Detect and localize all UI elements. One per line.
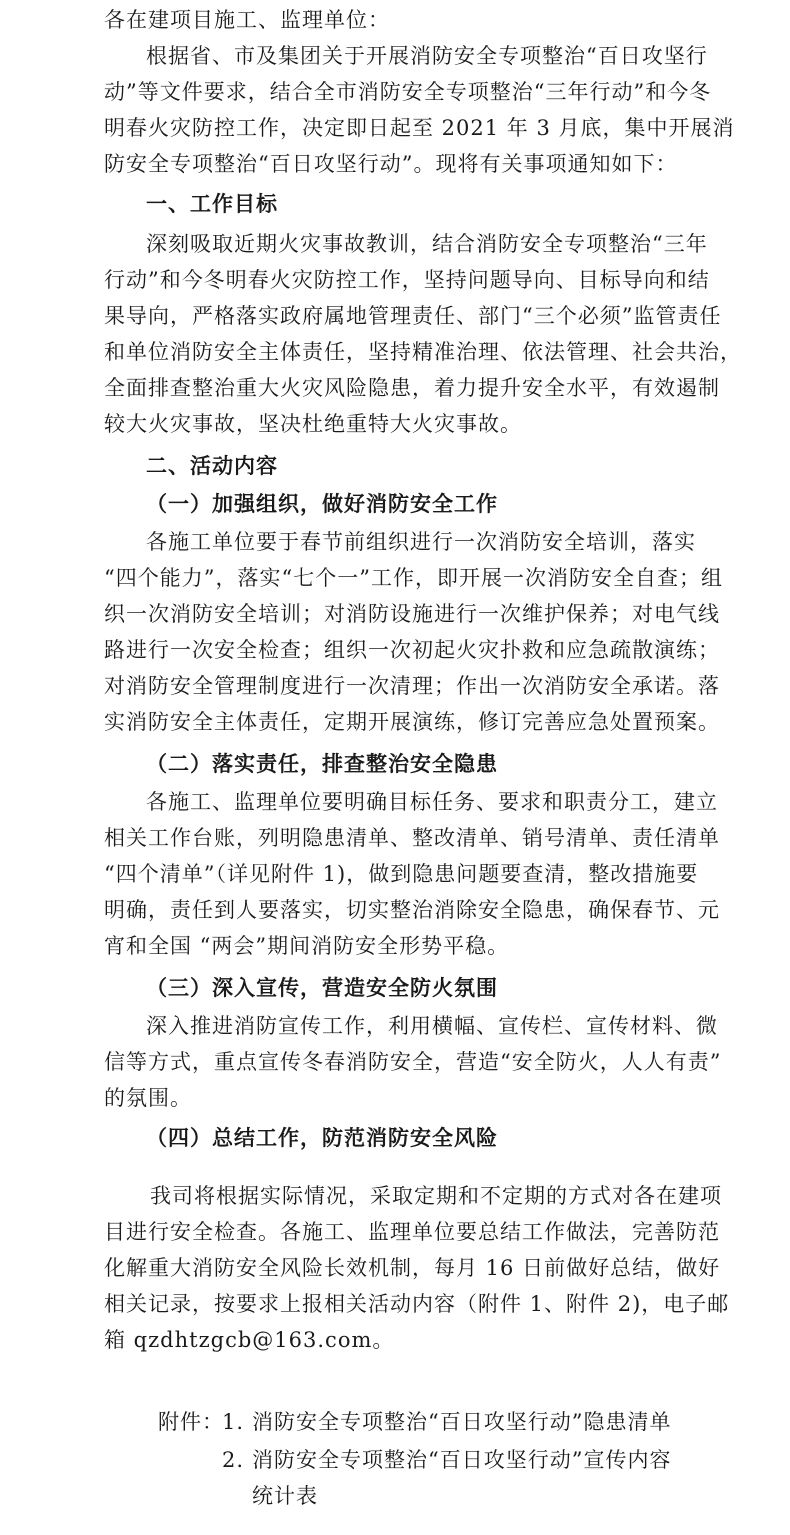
sub4-line: 目进行安全检查。各施工、监理单位要总结工作做法，完善防范 [104,1220,720,1244]
attachment-title: 消防安全专项整治“百日攻坚行动”宣传内容 [252,1448,672,1472]
section1-line: 全面排查整治重大火灾风险隐患，着力提升安全水平，有效遏制 [104,376,720,400]
sub1-line: 各施工单位要于春节前组织进行一次消防安全培训，落实 [146,530,696,554]
sub3-heading: （三）深入宣传，营造安全防火氛围 [146,975,498,1000]
sub1-line: 实消防安全主体责任，定期开展演练，修订完善应急处置预案。 [104,710,720,734]
attachment-number: 2. [222,1448,245,1472]
section1-line: 行动”和今冬明春火灾防控工作，坚持问题导向、目标导向和结 [104,268,710,292]
sub2-line: 相关工作台账，列明隐患清单、整改清单、销号清单、责任清单 [104,826,720,850]
sub4-heading: （四）总结工作，防范消防安全风险 [146,1125,498,1150]
section1-line: 和单位消防安全主体责任，坚持精准治理、依法管理、社会共治， [104,340,742,364]
sub1-line: “四个能力”，落实“七个一”工作，即开展一次消防安全自查；组 [104,566,723,590]
sub2-line: 明确，责任到人要落实，切实整治消除安全隐患，确保春节、元 [104,898,720,922]
salutation: 各在建项目施工、监理单位： [104,8,390,32]
intro-line: 动”等文件要求，结合全市消防安全专项整治“三年行动”和今冬 [104,80,712,104]
section2-heading: 二、活动内容 [146,453,278,478]
sub3-line: 信等方式，重点宣传冬春消防安全，营造“安全防火，人人有责” [104,1050,722,1074]
sub2-line: 宵和全国 “两会”期间消防安全形势平稳。 [104,934,510,958]
attachment-number: 1. [222,1410,245,1434]
section1-line: 深刻吸取近期火灾事故教训，结合消防安全专项整治“三年 [146,232,708,256]
section1-line: 果导向，严格落实政府属地管理责任、部门“三个必须”监管责任 [104,304,722,328]
intro-line: 根据省、市及集团关于开展消防安全专项整治“百日攻坚行 [146,44,708,68]
sub1-heading: （一）加强组织，做好消防安全工作 [146,491,498,516]
attachment-title-continuation: 统计表 [252,1484,318,1508]
sub2-line: 各施工、监理单位要明确目标任务、要求和职责分工，建立 [146,790,718,814]
intro-line: 明春火灾防控工作，决定即日起至 2021 年 3 月底，集中开展消 [104,116,735,140]
sub4-line: 箱 qzdhtzgcb@163.com。 [104,1328,395,1352]
attachments-label: 附件： [158,1410,224,1434]
sub2-line: “四个清单”（详见附件 1)，做到隐患问题要查清，整改措施要 [104,862,699,886]
sub4-line: 我司将根据实际情况，采取定期和不定期的方式对各在建项 [150,1184,722,1208]
section1-heading: 一、工作目标 [146,191,278,216]
sub1-line: 对消防安全管理制度进行一次清理；作出一次消防安全承诺。落 [104,674,720,698]
section1-line: 较大火灾事故，坚决杜绝重特大火灾事故。 [104,412,522,436]
sub3-line: 深入推进消防宣传工作，利用横幅、宣传栏、宣传材料、微 [146,1014,718,1038]
sub2-heading: （二）落实责任，排查整治安全隐患 [146,751,498,776]
sub4-line: 化解重大消防安全风险长效机制，每月 16 日前做好总结，做好 [104,1256,721,1280]
sub1-line: 路进行一次安全检查；组织一次初起火灾扑救和应急疏散演练； [104,638,720,662]
sub3-line: 的氛围。 [104,1086,192,1110]
sub4-line: 相关记录，按要求上报相关活动内容（附件 1、附件 2)，电子邮 [104,1292,730,1316]
sub1-line: 织一次消防安全培训；对消防设施进行一次维护保养；对电气线 [104,602,720,626]
intro-line: 防安全专项整治“百日攻坚行动”。现将有关事项通知如下： [104,152,678,176]
attachment-title: 消防安全专项整治“百日攻坚行动”隐患清单 [252,1410,672,1434]
